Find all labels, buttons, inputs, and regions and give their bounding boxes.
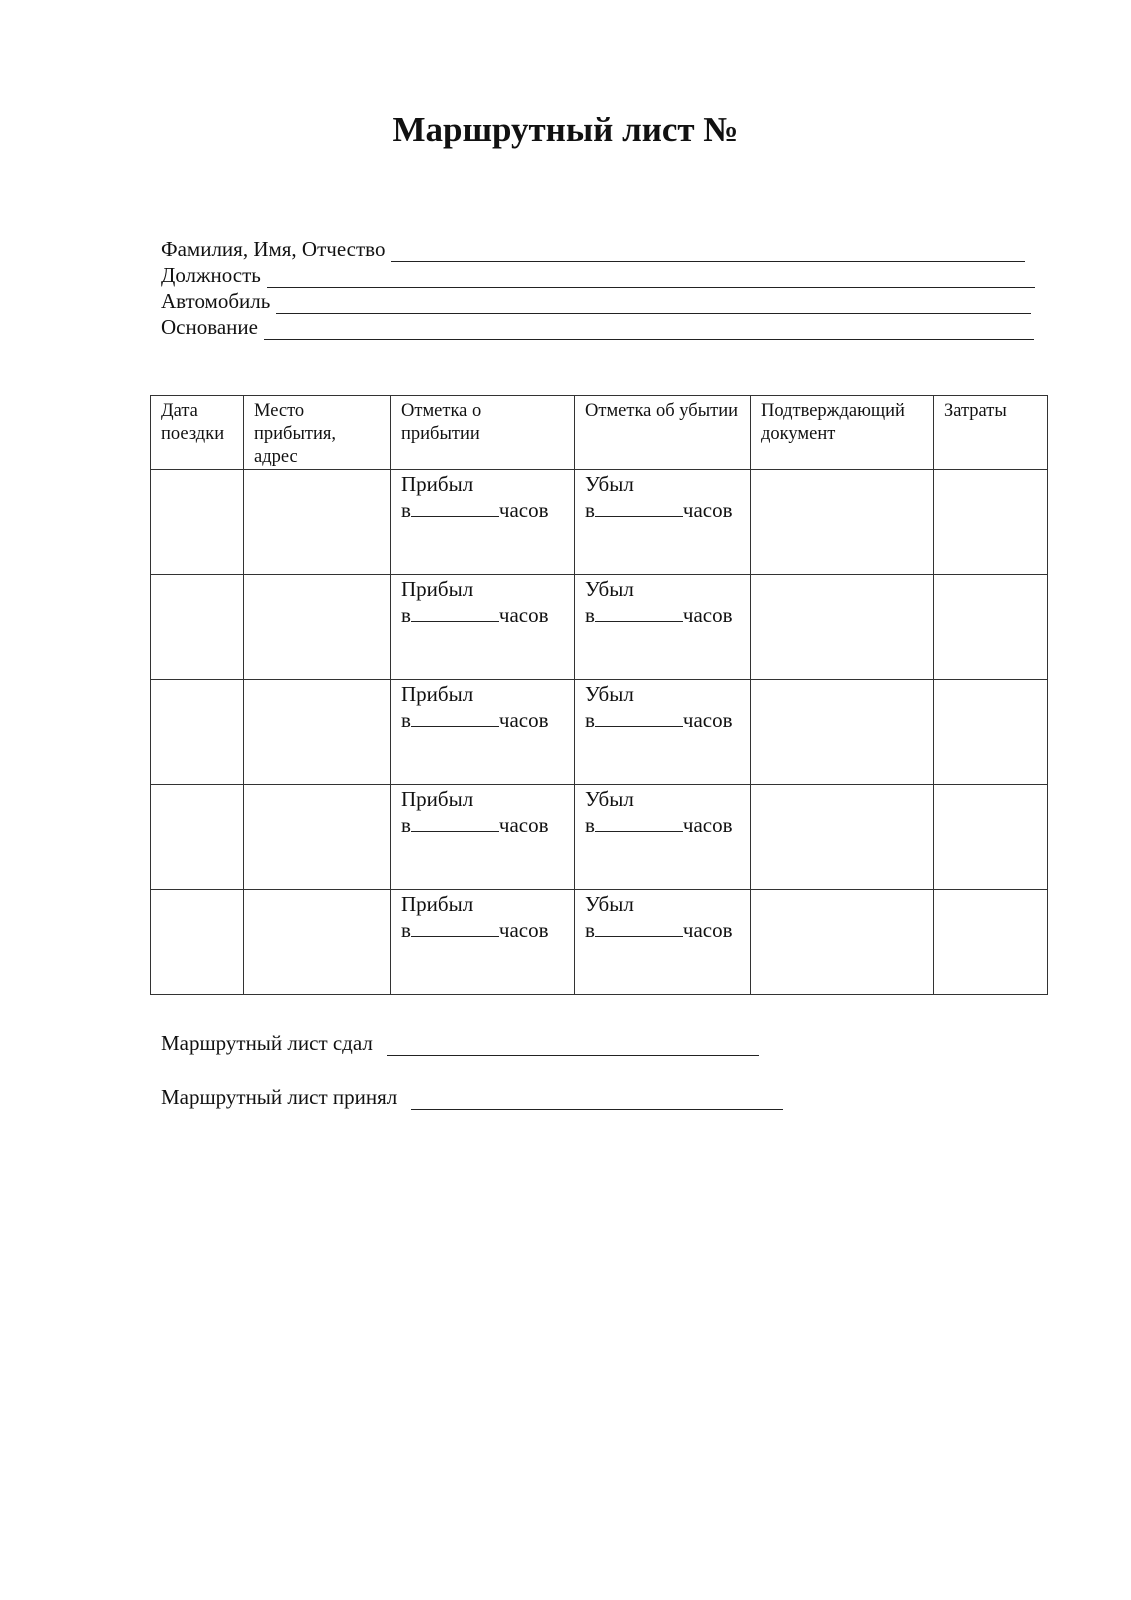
time-blank[interactable] (411, 918, 499, 937)
expenses-cell[interactable] (934, 470, 1048, 575)
arrival-word: Прибыл (401, 472, 474, 496)
time-suffix: часов (498, 603, 549, 627)
handed-over-fill-line[interactable] (387, 1037, 759, 1056)
departure-cell[interactable] (575, 575, 751, 680)
time-suffix: часов (498, 918, 549, 942)
car-label: Автомобиль (161, 289, 271, 313)
departure-word: Убыл (585, 577, 634, 601)
time-prefix: в (401, 813, 411, 837)
departure-time-line (585, 497, 740, 523)
time-blank[interactable] (411, 603, 499, 622)
header-arrival-mark: Отметка о прибытии (391, 396, 575, 470)
info-line-position (161, 262, 1051, 288)
departure-cell[interactable] (575, 680, 751, 785)
header-place: Место прибытия, адрес (244, 396, 391, 470)
place-cell[interactable] (244, 890, 391, 995)
arrival-word: Прибыл (401, 787, 474, 811)
header-departure-mark: Отметка об убытии (575, 396, 751, 470)
departure-time-line (585, 707, 740, 733)
time-prefix: в (401, 498, 411, 522)
time-suffix: часов (682, 708, 733, 732)
info-line-basis (161, 314, 1051, 340)
table-row (151, 680, 1048, 785)
place-cell[interactable] (244, 470, 391, 575)
header-date: Дата поездки (151, 396, 244, 470)
arrival-cell[interactable] (391, 575, 575, 680)
date-cell[interactable] (151, 680, 244, 785)
expenses-cell[interactable] (934, 785, 1048, 890)
time-blank[interactable] (595, 708, 683, 727)
time-prefix: в (401, 918, 411, 942)
time-prefix: в (401, 708, 411, 732)
car-fill-line[interactable] (276, 295, 1031, 314)
table-row (151, 470, 1048, 575)
info-line-fio (161, 236, 1051, 262)
arrival-time-line (401, 602, 564, 628)
route-table (150, 395, 1048, 995)
departure-time-line (585, 602, 740, 628)
arrival-time-line (401, 917, 564, 943)
info-block (161, 236, 1051, 340)
date-cell[interactable] (151, 575, 244, 680)
departure-word: Убыл (585, 892, 634, 916)
footer-handed-over (161, 1030, 759, 1056)
expenses-cell[interactable] (934, 890, 1048, 995)
header-expenses: Затраты (934, 396, 1048, 470)
handed-over-label: Маршрутный лист сдал (161, 1031, 373, 1055)
arrival-word: Прибыл (401, 682, 474, 706)
fio-label: Фамилия, Имя, Отчество (161, 237, 386, 261)
fio-fill-line[interactable] (391, 243, 1025, 262)
time-blank[interactable] (595, 813, 683, 832)
departure-cell[interactable] (575, 470, 751, 575)
time-suffix: часов (498, 498, 549, 522)
time-suffix: часов (682, 813, 733, 837)
arrival-cell[interactable] (391, 890, 575, 995)
table-row (151, 785, 1048, 890)
header-document: Подтверждающий документ (751, 396, 934, 470)
arrival-word: Прибыл (401, 577, 474, 601)
time-suffix: часов (682, 498, 733, 522)
time-blank[interactable] (411, 498, 499, 517)
arrival-cell[interactable] (391, 680, 575, 785)
time-prefix: в (585, 708, 595, 732)
arrival-cell[interactable] (391, 785, 575, 890)
accepted-label: Маршрутный лист принял (161, 1085, 398, 1109)
date-cell[interactable] (151, 785, 244, 890)
document-cell[interactable] (751, 890, 934, 995)
arrival-cell[interactable] (391, 470, 575, 575)
arrival-time-line (401, 497, 564, 523)
expenses-cell[interactable] (934, 575, 1048, 680)
basis-fill-line[interactable] (264, 321, 1034, 340)
departure-word: Убыл (585, 682, 634, 706)
arrival-time-line (401, 812, 564, 838)
time-blank[interactable] (595, 918, 683, 937)
date-cell[interactable] (151, 470, 244, 575)
basis-label: Основание (161, 315, 258, 339)
expenses-cell[interactable] (934, 680, 1048, 785)
table-header-row (151, 396, 1048, 470)
time-prefix: в (401, 603, 411, 627)
document-cell[interactable] (751, 680, 934, 785)
time-blank[interactable] (595, 603, 683, 622)
departure-cell[interactable] (575, 890, 751, 995)
page-title: Маршрутный лист № (392, 110, 739, 149)
time-blank[interactable] (411, 708, 499, 727)
time-suffix: часов (682, 918, 733, 942)
time-blank[interactable] (595, 498, 683, 517)
arrival-word: Прибыл (401, 892, 474, 916)
time-prefix: в (585, 918, 595, 942)
time-blank[interactable] (411, 813, 499, 832)
place-cell[interactable] (244, 575, 391, 680)
table-row (151, 890, 1048, 995)
departure-time-line (585, 917, 740, 943)
departure-word: Убыл (585, 787, 634, 811)
time-prefix: в (585, 498, 595, 522)
footer-accepted (161, 1084, 783, 1110)
time-suffix: часов (498, 813, 549, 837)
time-suffix: часов (682, 603, 733, 627)
time-prefix: в (585, 813, 595, 837)
arrival-time-line (401, 707, 564, 733)
table-row (151, 575, 1048, 680)
departure-cell[interactable] (575, 785, 751, 890)
place-cell[interactable] (244, 785, 391, 890)
position-fill-line[interactable] (267, 269, 1035, 288)
document-cell[interactable] (751, 470, 934, 575)
time-prefix: в (585, 603, 595, 627)
date-cell[interactable] (151, 890, 244, 995)
departure-word: Убыл (585, 472, 634, 496)
document-cell[interactable] (751, 575, 934, 680)
document-cell[interactable] (751, 785, 934, 890)
time-suffix: часов (498, 708, 549, 732)
position-label: Должность (161, 263, 261, 287)
accepted-fill-line[interactable] (411, 1091, 783, 1110)
departure-time-line (585, 812, 740, 838)
place-cell[interactable] (244, 680, 391, 785)
info-line-car (161, 288, 1051, 314)
